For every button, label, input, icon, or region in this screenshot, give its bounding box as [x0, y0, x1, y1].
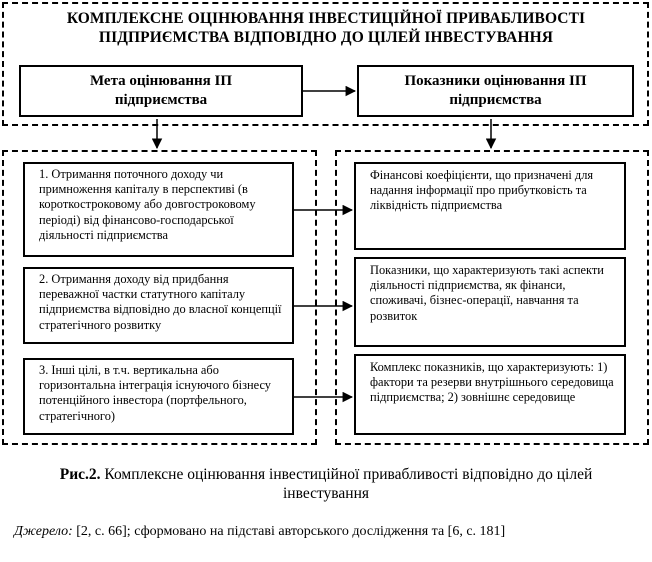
right-header-label: Показники оцінювання ІП підприємства [404, 73, 587, 108]
diagram-title: КОМПЛЕКСНЕ ОЦІНЮВАННЯ ІНВЕСТИЦІЙНОЇ ПРИВАБЛИВОСТІ ПІДПРИЄМСТВА ВІДПОВІДНО ДО ЦІЛЕЙ ІНВЕСТУВАННЯ [66, 10, 586, 46]
figure-caption [30, 465, 622, 503]
indicator-text-2: Показники, що характеризують такі аспекти діяльності підприємства, як фінанси, споживачі, бізнес-операції, навчання та розвиток [370, 263, 604, 323]
source-text: [2, с. 66]; сформовано на підставі авторського дослідження та [6, с. 181] [76, 524, 506, 539]
goal-text-1: 1. Отримання поточного доходу чи примноження капіталу в перспективі (в короткостроковому або довгостроковому періоді) від фінансово-господарської діяльності підприємства [39, 167, 256, 242]
source-note [14, 523, 644, 541]
goal-text-2: 2. Отримання доходу від придбання переважної частки статутного капіталу підприємства відповідно до власної концепції стратегічного розвитку [39, 272, 282, 332]
caption-label: Рис.2. [59, 466, 101, 483]
left-header-label: Мета оцінювання ІП підприємства [89, 73, 233, 108]
indicator-text-1: Фінансові коефіцієнти, що призначені для надання інформації про прибутковість та ліквідність підприємства [370, 168, 594, 213]
source-label: Джерело: [14, 524, 73, 539]
caption-text: Комплексне оцінювання інвестиційної привабливості відповідно до цілей інвестування [104, 466, 593, 502]
goal-text-3: 3. Інші цілі, в т.ч. вертикальна або горизонтальна інтеграція існуючого бізнесу потенційного інвестора (портфельного, стратегічного) [39, 363, 271, 423]
indicator-text-3: Комплекс показників, що характеризують: 1) фактори та резерви внутрішнього середовища підприємства; 2) зовнішнє середовище [370, 360, 614, 405]
